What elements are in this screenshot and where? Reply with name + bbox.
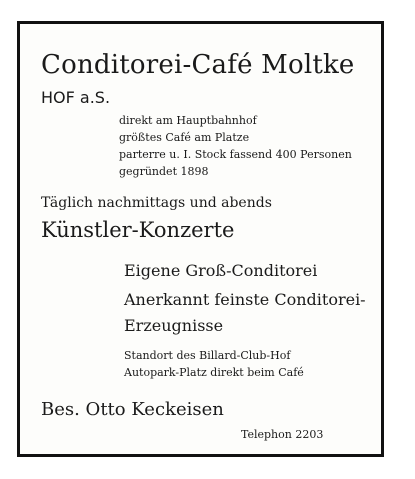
feature-line: größtes Café am Platze — [119, 131, 250, 144]
cafe-name: Conditorei-Café Moltke — [41, 50, 355, 80]
location-line: Autopark-Platz direkt beim Café — [124, 366, 304, 379]
recognized-products-line-1: Anerkannt feinste Conditorei- — [124, 290, 366, 309]
owner-line: Bes. Otto Keckeisen — [41, 399, 224, 420]
advertisement-frame — [17, 21, 384, 457]
feature-line: direkt am Hauptbahnhof — [119, 114, 257, 127]
own-pastry-line: Eigene Groß-Conditorei — [124, 261, 318, 280]
location-line: Standort des Billard-Club-Hof — [124, 349, 291, 362]
concerts-heading: Künstler-Konzerte — [41, 218, 235, 242]
feature-line: parterre u. I. Stock fassend 400 Personen — [119, 148, 352, 161]
feature-line: gegründet 1898 — [119, 165, 209, 178]
city-line: HOF a.S. — [41, 88, 111, 107]
telephone-line: Telephon 2203 — [241, 428, 324, 441]
daily-schedule-line: Täglich nachmittags und abends — [41, 195, 272, 211]
recognized-products-line-2: Erzeugnisse — [124, 316, 224, 335]
